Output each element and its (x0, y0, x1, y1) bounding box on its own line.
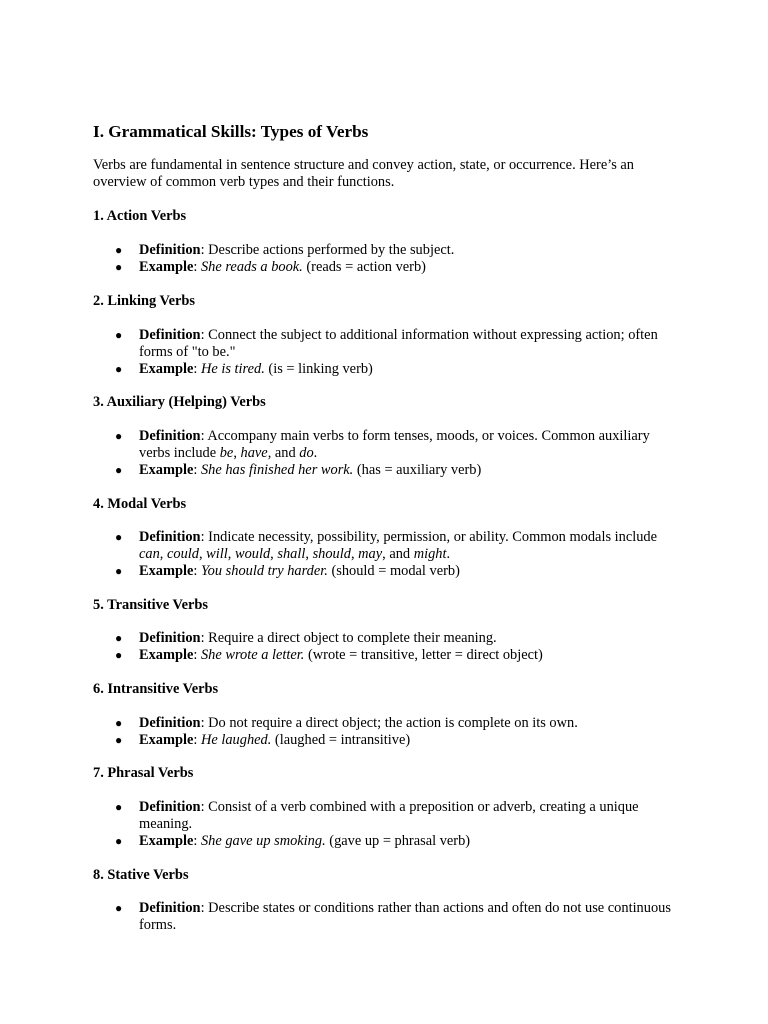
list-item-definition: ● Definition: Accompany main verbs to form tenses, moods, or voices. Common auxiliary verbs include be, have, and do. (115, 428, 650, 461)
definition-text: : Describe states or conditions rather than actions and often do not use continuous forms. (139, 900, 671, 933)
bullet-icon: ● (115, 834, 123, 848)
definition-label: Definition (139, 715, 201, 731)
list-item-example: ● Example: She wrote a letter. (wrote = transitive, letter = direct object) (115, 647, 543, 663)
bullet-icon: ● (115, 800, 123, 814)
example-note: (laughed = intransitive) (271, 732, 411, 748)
example-note: (has = auxiliary verb) (353, 462, 482, 478)
list-item-definition: ● Definition: Indicate necessity, possibility, permission, or ability. Common modals include can, could, will, would, shall, should, may, and might. (115, 529, 657, 562)
example-label: Example (139, 462, 194, 478)
bullet-icon: ● (115, 733, 123, 747)
definition-text: : Consist of a verb combined with a preposition or adverb, creating a unique meaning. (139, 799, 639, 832)
page-title: I. Grammatical Skills: Types of Verbs (93, 122, 369, 141)
list-item-definition (93, 242, 683, 259)
list-item-example: ● Example: She has finished her work. (has = auxiliary verb) (115, 462, 482, 478)
section-heading-phrasal-verbs: 7. Phrasal Verbs (93, 765, 194, 781)
definition-text: : Require a direct object to complete their meaning. (200, 630, 497, 646)
definition-label: Definition (139, 529, 201, 545)
example-sentence: She wrote a letter. (200, 647, 305, 663)
example-sentence: He laughed. (200, 732, 272, 748)
bullet-list-transitive-verbs (93, 630, 683, 664)
definition-label: Definition (139, 900, 201, 916)
bullet-icon: ● (115, 243, 123, 257)
bullet-list-modal-verbs (93, 529, 683, 580)
definition-text: : Connect the subject to additional information without expressing action; often forms of "to be." (139, 327, 658, 360)
list-item-example: ● Example: She reads a book. (reads = action verb) (115, 259, 426, 275)
example-label: Example (139, 259, 194, 275)
bullet-icon: ● (115, 463, 123, 477)
definition-label: Definition (139, 242, 201, 258)
definition-label: Definition (139, 327, 201, 343)
example-note: (wrote = transitive, letter = direct object) (304, 647, 543, 663)
list-item-definition (93, 715, 683, 732)
bullet-icon: ● (115, 328, 123, 342)
example-label: Example (139, 833, 194, 849)
bullet-icon: ● (115, 901, 123, 915)
list-item-example: ● Example: You should try harder. (should = modal verb) (115, 563, 460, 579)
section-heading-stative-verbs: 8. Stative Verbs (93, 867, 189, 883)
bullet-icon: ● (115, 716, 123, 730)
section-heading-auxiliary-verbs: 3. Auxiliary (Helping) Verbs (93, 394, 266, 410)
definition-label: Definition (139, 799, 201, 815)
bullet-list-phrasal-verbs (93, 799, 683, 850)
bullet-list-action-verbs (93, 242, 683, 276)
bullet-list-stative-verbs (93, 900, 683, 934)
list-item-example: ● Example: He is tired. (is = linking verb) (115, 361, 373, 377)
bullet-icon: ● (115, 648, 123, 662)
definition-label: Definition (139, 428, 201, 444)
list-item-definition (93, 900, 683, 934)
definition-text: : Do not require a direct object; the action is complete on its own. (200, 715, 578, 731)
bullet-list-linking-verbs (93, 327, 683, 378)
bullet-icon: ● (115, 362, 123, 376)
example-sentence: She has finished her work. (200, 462, 354, 478)
bullet-list-auxiliary-verbs (93, 428, 683, 479)
list-item-definition (93, 799, 683, 833)
example-note: (should = modal verb) (327, 563, 460, 579)
example-sentence: He is tired. (200, 361, 265, 377)
intro-paragraph: Verbs are fundamental in sentence structure and convey action, state, or occurrence. Here’s an overview of common verb types and their functions. (93, 157, 635, 190)
example-label: Example (139, 647, 194, 663)
section-heading-linking-verbs: 2. Linking Verbs (93, 293, 195, 309)
example-sentence: You should try harder. (200, 563, 328, 579)
section-heading-modal-verbs: 4. Modal Verbs (93, 496, 187, 512)
list-item-definition (93, 327, 683, 361)
list-item-example: ● Example: She gave up smoking. (gave up = phrasal verb) (115, 833, 471, 849)
definition-text: : Describe actions performed by the subject. (200, 242, 455, 258)
section-heading-intransitive-verbs: 6. Intransitive Verbs (93, 681, 219, 697)
example-note: (is = linking verb) (264, 361, 373, 377)
definition-label: Definition (139, 630, 201, 646)
list-item-definition (93, 630, 683, 647)
bullet-icon: ● (115, 260, 123, 274)
example-note: (gave up = phrasal verb) (325, 833, 471, 849)
bullet-list-intransitive-verbs (93, 715, 683, 749)
example-label: Example (139, 732, 194, 748)
example-note: (reads = action verb) (302, 259, 426, 275)
section-heading-transitive-verbs: 5. Transitive Verbs (93, 597, 209, 613)
bullet-icon: ● (115, 429, 123, 443)
section-heading-action-verbs: 1. Action Verbs (93, 208, 187, 224)
example-sentence: She gave up smoking. (200, 833, 326, 849)
list-item-example: ● Example: He laughed. (laughed = intransitive) (115, 732, 411, 748)
bullet-icon: ● (115, 530, 123, 544)
example-sentence: She reads a book. (200, 259, 303, 275)
example-label: Example (139, 361, 194, 377)
example-label: Example (139, 563, 194, 579)
bullet-icon: ● (115, 631, 123, 645)
bullet-icon: ● (115, 564, 123, 578)
